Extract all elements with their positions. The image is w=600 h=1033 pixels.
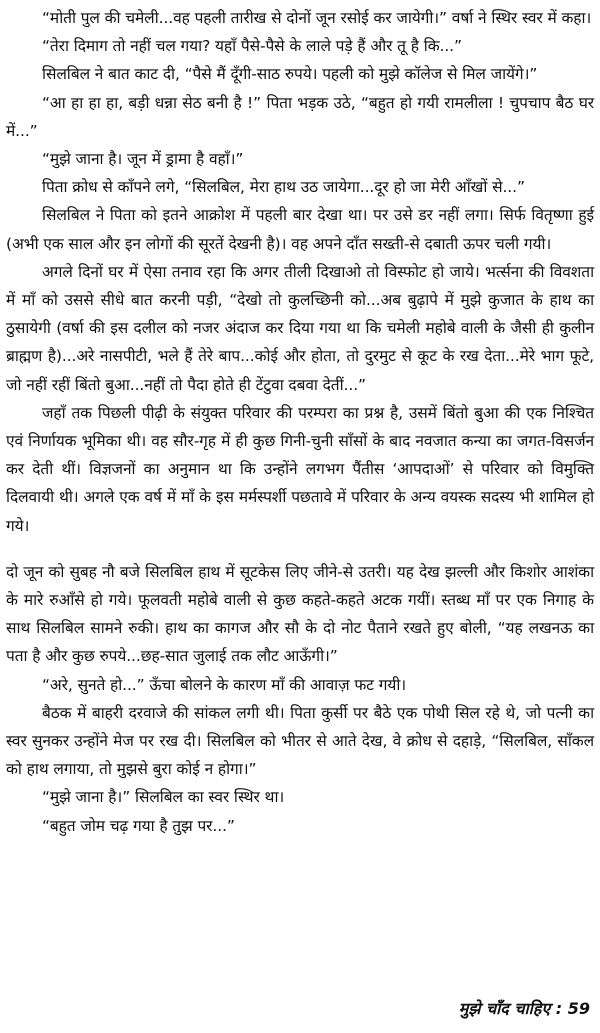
paragraph: “अरे, सुनते हो...” ऊँचा बोलने के कारण माँ की आवाज़ फट गयी। xyxy=(42,675,407,694)
paragraph: बैठक में बाहरी दरवाजे की सांकल लगी थी। पिता कुर्सी पर बैठे एक पोथी सिल रहे थे, जो पत्नी का स्वर सुनकर उन्होंने मेज पर रख दी। सिलबिल को भीतर से आते देख, वे क्रोध से दहाड़े, “सिलबिल, साँकल को हाथ लगाया, तो मुझसे बुरा कोई न होगा।” xyxy=(6,703,594,779)
paragraph: “मुझे जाना है। जून में ड्रामा है वहाँ।” xyxy=(42,150,244,169)
paragraph: दो जून को सुबह नौ बजे सिलबिल हाथ में सूटकेस लिए जीने-से उतरी। यह देख झल्ली और किशोर आशंका के मारे रुआँसे हो गये। फूलवती महोबे वाली से कुछ कहते-कहते अटक गयीं। स्तब्ध माँ पर एक निगाह के साथ सिलबिल सामने रुकी। हाथ का कागज और सौ के दो नोट पैताने रखते हुए बोली, “यह लखनऊ का पता है और कुछ रुपये...छह-सात जुलाई तक लौट आऊँगी।” xyxy=(6,562,594,666)
paragraph: “बहुत जोम चढ़ गया है तुझ पर...” xyxy=(42,816,235,835)
paragraph: पिता क्रोध से काँपने लगे, “सिलबिल, मेरा हाथ उठ जायेगा...दूर हो जा मेरी आँखों से...” xyxy=(42,178,525,197)
paragraph: “आ हा हा हा, बड़ी धन्ना सेठ बनी है !” पिता भड़क उठे, “बहुत हो गयी रामलीला ! चुपचाप बैठ घर में...” xyxy=(6,93,594,140)
paragraph: जहाँ तक पिछली पीढ़ी के संयुक्त परिवार की परम्परा का प्रश्न है, उसमें बिंतो बुआ की एक निश्चित एवं निर्णायक भूमिका थी। वह सौर-गृह में ही कुछ गिनी-चुनी साँसों के बाद नवजात कन्या का जगत-विसर्जन कर देती थीं। विज्ञजनों का अनुमान था कि उन्होंने लगभग पैंतीस ‘आपदाओं’ से परिवार को विमुक्ति दिलवायी थी। अगले एक वर्ष में माँ के इस मर्मस्पर्शी पछतावे में परिवार के अन्य वयस्क सदस्य भी शामिल हो गये। xyxy=(6,403,594,535)
paragraph: “मुझे जाना है।” सिलबिल का स्वर स्थिर था। xyxy=(42,788,285,807)
footer-separator: : xyxy=(555,999,563,1018)
paragraph: सिलबिल ने पिता को इतने आक्रोश में पहली बार देखा था। पर उसे डर नहीं लगा। सिर्फ वितृष्णा हुई (अभी एक साल और इन लोगों की सूरतें देखनी है)। वह अपने दाँत सख्ती-से दबाती ऊपर चली गयी। xyxy=(6,206,594,253)
text-block-part2 xyxy=(6,558,594,840)
paragraph: “तेरा दिमाग तो नहीं चल गया? यहाँ पैसे-पैसे के लाले पड़े हैं और तू है कि...” xyxy=(42,37,462,56)
paragraph: अगले दिनों घर में ऐसा तनाव रहा कि अगर तीली दिखाओ तो विस्फोट हो जाये। भर्त्सना की विवशता में माँ को उससे सीधे बात करनी पड़ी, “देखो तो कुलच्छिनी को...अब बुढ़ापे में मुझे कुजात के हाथ का ठुसायेगी (वर्षा की इस दलील को नजर अंदाज कर दिया गया था कि चमेली महोबे वाली के जैसी ही कुलीन ब्राह्मण है)...अरे नासपीटी, भले हैं तेरे बाप...कोई और होता, तो दुरमुट से कूट के रख देता...मेरे भाग फूटे, जो नहीं रहीं बिंतो बुआ...नहीं तो पैदा होते ही टेंटुवा दबवा देतीं...” xyxy=(6,262,594,394)
section-break xyxy=(6,540,594,558)
book-title: मुझे चाँद चाहिए xyxy=(458,999,551,1018)
text-block-part1 xyxy=(6,4,594,540)
page-footer xyxy=(459,997,590,1019)
paragraph: “मोती पुल की चमेली...वह पहली तारीख से दोनों जून रसोई कर जायेगी।” वर्षा ने स्थिर स्वर में कहा। xyxy=(42,9,592,27)
page-number: 59 xyxy=(567,999,590,1018)
paragraph: सिलबिल ने बात काट दी, “पैसे मैं दूँगी-साठ रुपये। पहली को मुझे कॉलेज से मिल जायेंगे।” xyxy=(42,65,538,84)
